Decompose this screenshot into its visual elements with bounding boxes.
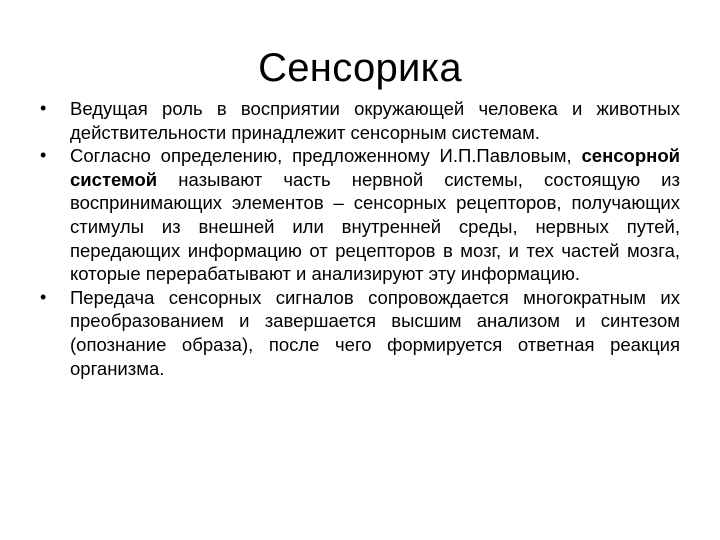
bullet-icon: • [40,145,47,166]
bold-term: сенсорной системой [70,145,680,190]
bullet-text: Ведущая роль в восприятии окружающей человека и животных действительности принадлежит сенсорным системам. [70,98,680,143]
bullet-item-2 [34,144,680,286]
bullet-text: Передача сенсорных сигналов сопровождается многократным их преобразованием и завершается высшим анализом и синтезом (опознание образа), после чего формируется ответная реакция организма. [70,286,680,379]
bullet-item-1 [34,97,680,144]
bullet-text-start: Согласно определению, предложенному И.П.Павловым, [70,145,582,167]
bullet-text-end: называют часть нервной системы, состоящую из воспринимающих элементов – сенсорных рецепторов, получающих стимулы из внешней или внутренней среды, нервных путей, передающих информацию от рецепторов в мозг, и тех частей мозга, которые перерабатывают и анализируют эту информацию. [70,168,680,285]
bullet-icon: • [40,286,47,307]
bullet-item-3 [34,286,680,380]
bullet-list [34,97,680,380]
bullet-icon: • [40,98,47,118]
slide-title: Сенсорика [258,46,462,90]
